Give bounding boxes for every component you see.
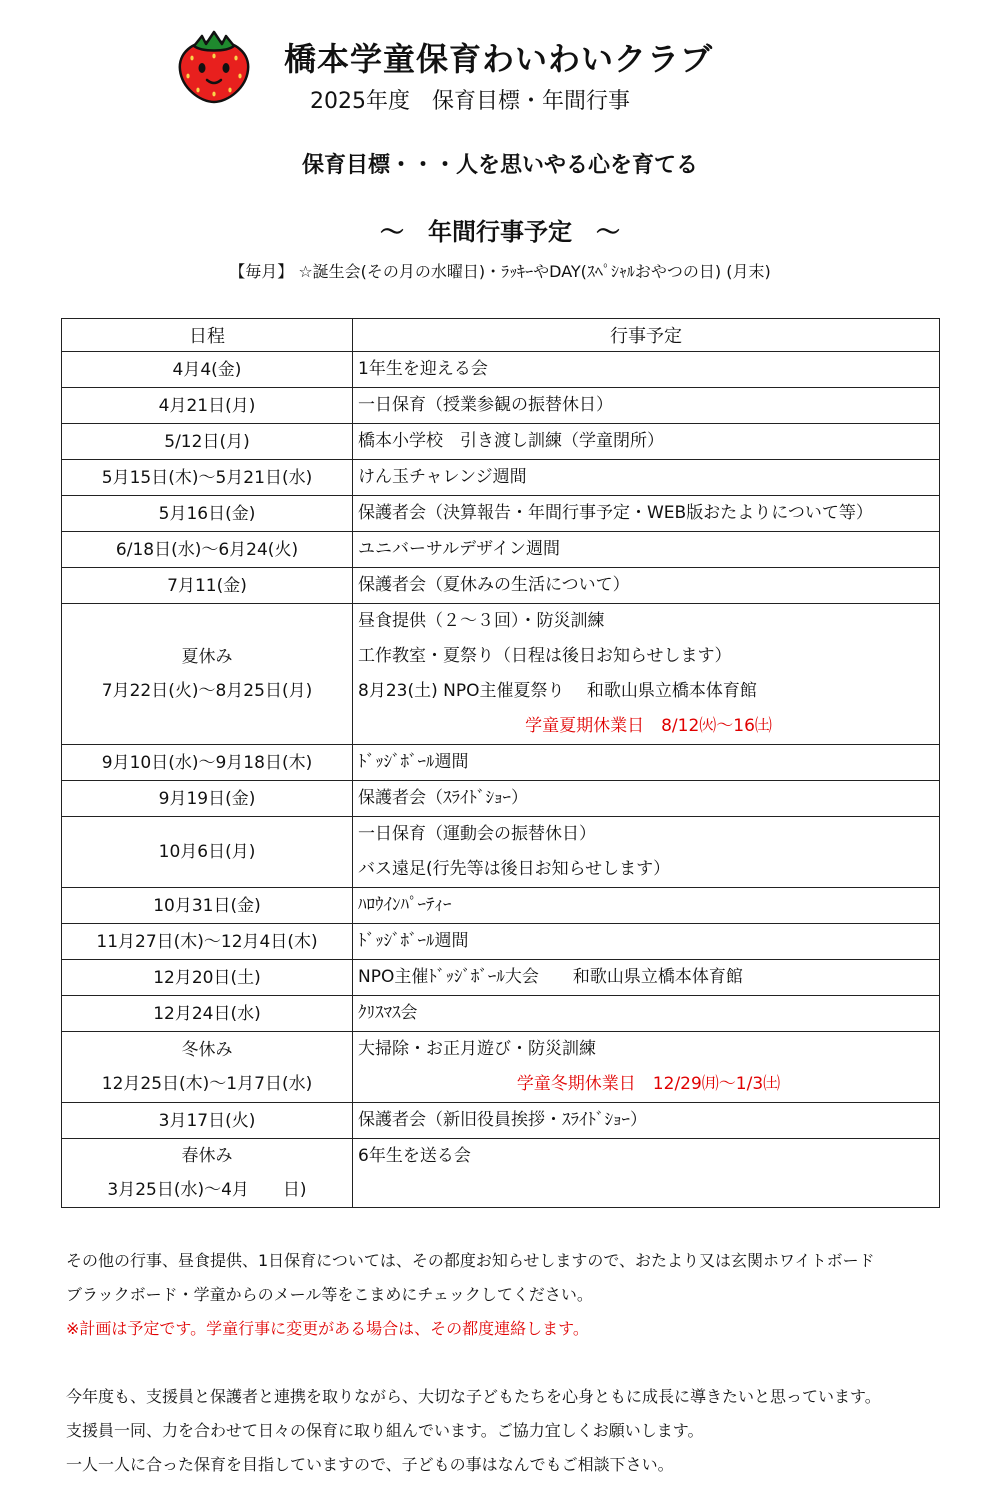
event-date-cell	[62, 388, 353, 424]
event-date: 4月4(金)	[172, 359, 242, 380]
event-item: 一日保育（授業参観の振替休日）	[358, 395, 613, 415]
event-date: 7月22日(火)～8月25日(月)	[101, 681, 313, 701]
event-date-cell	[62, 568, 353, 604]
table-row	[62, 568, 940, 604]
event-item: 大掃除・お正月遊び・防災訓練	[358, 1039, 596, 1059]
schedule-change-warning: ※計画は予定です。学童行事に変更がある場合は、その都度連絡します。	[66, 1319, 589, 1338]
table-row	[62, 532, 940, 568]
event-date: 9月19日(金)	[158, 788, 256, 809]
table-row	[62, 424, 940, 460]
event-item: 1年生を迎える会	[358, 359, 488, 379]
notes-line: ブラックボード・学童からのメール等をこまめにチェックしてください。	[66, 1285, 593, 1304]
event-detail-cell	[353, 1032, 940, 1103]
event-detail-cell	[353, 388, 940, 424]
table-row	[62, 388, 940, 424]
event-item: ﾄﾞｯｼﾞﾎﾞｰﾙ週間	[358, 752, 469, 772]
event-detail-cell	[353, 352, 940, 388]
event-item: 橋本小学校 引き渡し訓練（学童閉所）	[358, 431, 664, 451]
event-detail-cell	[353, 888, 940, 924]
schedule-heading: ～ 年間行事予定 ～	[380, 218, 620, 246]
event-date: 冬休み	[181, 1040, 233, 1060]
event-date: 10月6日(月)	[158, 842, 256, 862]
page-title: 橋本学童保育わいわいクラブ	[284, 40, 714, 78]
event-detail-cell	[353, 568, 940, 604]
strawberry-mascot-icon	[176, 28, 252, 104]
event-detail-cell	[353, 745, 940, 781]
event-item: ﾊﾛｳｲﾝﾊﾟｰﾃｨｰ	[358, 895, 452, 915]
event-date-cell	[62, 604, 353, 745]
table-row	[62, 1103, 940, 1139]
event-date-cell	[62, 817, 353, 888]
event-date-cell	[62, 352, 353, 388]
event-item: ﾄﾞｯｼﾞﾎﾞｰﾙ週間	[358, 931, 469, 951]
annual-events-table	[61, 318, 940, 1208]
table-header-row	[62, 319, 940, 352]
event-date-cell	[62, 1139, 353, 1208]
event-date: 3月25日(水)～4月 日)	[107, 1180, 307, 1200]
event-date: 7月11(金)	[167, 575, 247, 596]
table-row	[62, 352, 940, 388]
event-item: 保護者会（新旧役員挨拶・ｽﾗｲﾄﾞｼｮｰ）	[358, 1110, 647, 1130]
event-date: 5月15日(木)～5月21日(水)	[101, 467, 313, 488]
event-date-cell	[62, 1103, 353, 1139]
event-date-cell	[62, 460, 353, 496]
event-item: ユニバーサルデザイン週間	[358, 539, 560, 559]
event-item: 保護者会（決算報告・年間行事予定・WEB版おたよりについて等）	[358, 503, 873, 523]
table-row	[62, 924, 940, 960]
table-row	[62, 604, 940, 745]
table-row	[62, 781, 940, 817]
event-date: 3月17日(火)	[158, 1110, 256, 1131]
event-date: 春休み	[181, 1146, 233, 1166]
table-row	[62, 1139, 940, 1208]
event-date: 5/12日(月)	[164, 431, 250, 452]
notes-section	[66, 1244, 946, 1482]
table-row	[62, 745, 940, 781]
table-row	[62, 888, 940, 924]
event-item: けん玉チャレンジ週間	[358, 467, 527, 487]
closure-notice: 学童夏期休業日 8/12㈫～16㈯	[525, 716, 772, 736]
closure-notice: 学童冬期休業日 12/29㈪～1/3㈯	[516, 1074, 781, 1094]
event-item: ｸﾘｽﾏｽ会	[358, 1003, 418, 1023]
event-item: 一日保育（運動会の振替休日）	[358, 824, 596, 844]
event-date-cell	[62, 496, 353, 532]
table-row	[62, 1032, 940, 1103]
event-item: 工作教室・夏祭り（日程は後日お知らせします）	[358, 646, 732, 666]
event-detail-cell	[353, 1103, 940, 1139]
closing-message: 支援員一同、力を合わせて日々の保育に取り組んでいます。ご協力宜しくお願いします。	[66, 1421, 704, 1440]
notes-line: その他の行事、昼食提供、1日保育については、その都度お知らせしますので、おたより又は玄関ホワイトボード	[66, 1251, 875, 1270]
event-date: 6/18日(水)～6月24(火)	[115, 539, 299, 560]
event-date: 5月16日(金)	[158, 503, 256, 524]
event-date-cell	[62, 532, 353, 568]
event-detail-cell	[353, 532, 940, 568]
table-row	[62, 496, 940, 532]
event-date: 夏休み	[181, 647, 233, 667]
event-date: 11月27日(木)～12月4日(木)	[96, 931, 318, 952]
table-row	[62, 460, 940, 496]
event-date-cell	[62, 1032, 353, 1103]
event-detail-cell	[353, 424, 940, 460]
event-item: 昼食提供（２～３回）・防災訓練	[358, 611, 605, 631]
table-row	[62, 817, 940, 888]
event-date: 12月20日(土)	[153, 967, 261, 988]
event-date-cell	[62, 960, 353, 996]
event-date: 4月21日(月)	[158, 395, 256, 416]
event-item: 8月23(土) NPO主催夏祭り 和歌山県立橋本体育館	[358, 681, 757, 701]
event-rows	[62, 352, 940, 1208]
event-detail-cell	[353, 604, 940, 745]
event-detail-cell	[353, 1139, 940, 1208]
event-item: 保護者会（ｽﾗｲﾄﾞｼｮｰ）	[358, 788, 528, 808]
event-detail-cell	[353, 924, 940, 960]
event-date-cell	[62, 888, 353, 924]
event-detail-cell	[353, 496, 940, 532]
event-date-cell	[62, 781, 353, 817]
closing-message: 今年度も、支援員と保護者と連携を取りながら、大切な子どもたちを心身ともに成長に導きたいと思っています。	[66, 1387, 881, 1406]
closing-message: 一人一人に合った保育を目指していますので、子どもの事はなんでもご相談下さい。	[66, 1455, 674, 1474]
event-date-cell	[62, 424, 353, 460]
event-item: 6年生を送る会	[358, 1146, 471, 1166]
event-date: 12月25日(木)～1月7日(水)	[101, 1074, 313, 1094]
childcare-goal: 保育目標・・・人を思いやる心を育てる	[301, 153, 698, 178]
monthly-events-note: 【毎月】 ☆誕生会(その月の水曜日)・ﾗｯｷｰやDAY(ｽﾍﾟｼｬﾙおやつの日) (月末)	[229, 262, 771, 281]
event-detail-cell	[353, 817, 940, 888]
event-detail-cell	[353, 996, 940, 1032]
event-item: バス遠足(行先等は後日お知らせします）	[358, 859, 671, 879]
event-date: 12月24日(水)	[153, 1003, 261, 1024]
event-date-cell	[62, 745, 353, 781]
event-column-header: 行事予定	[353, 319, 940, 352]
event-detail-cell	[353, 960, 940, 996]
event-date-cell	[62, 996, 353, 1032]
table-row	[62, 996, 940, 1032]
event-date: 10月31日(金)	[153, 895, 261, 916]
date-column-header: 日程	[62, 319, 353, 352]
event-item: 保護者会（夏休みの生活について）	[358, 575, 630, 595]
table-row	[62, 960, 940, 996]
event-detail-cell	[353, 460, 940, 496]
event-item: NPO主催ﾄﾞｯｼﾞﾎﾞｰﾙ大会 和歌山県立橋本体育館	[358, 967, 743, 987]
event-date-cell	[62, 924, 353, 960]
event-detail-cell	[353, 781, 940, 817]
event-date: 9月10日(水)～9月18日(木)	[101, 752, 313, 773]
page-subtitle: 2025年度 保育目標・年間行事	[310, 89, 630, 114]
